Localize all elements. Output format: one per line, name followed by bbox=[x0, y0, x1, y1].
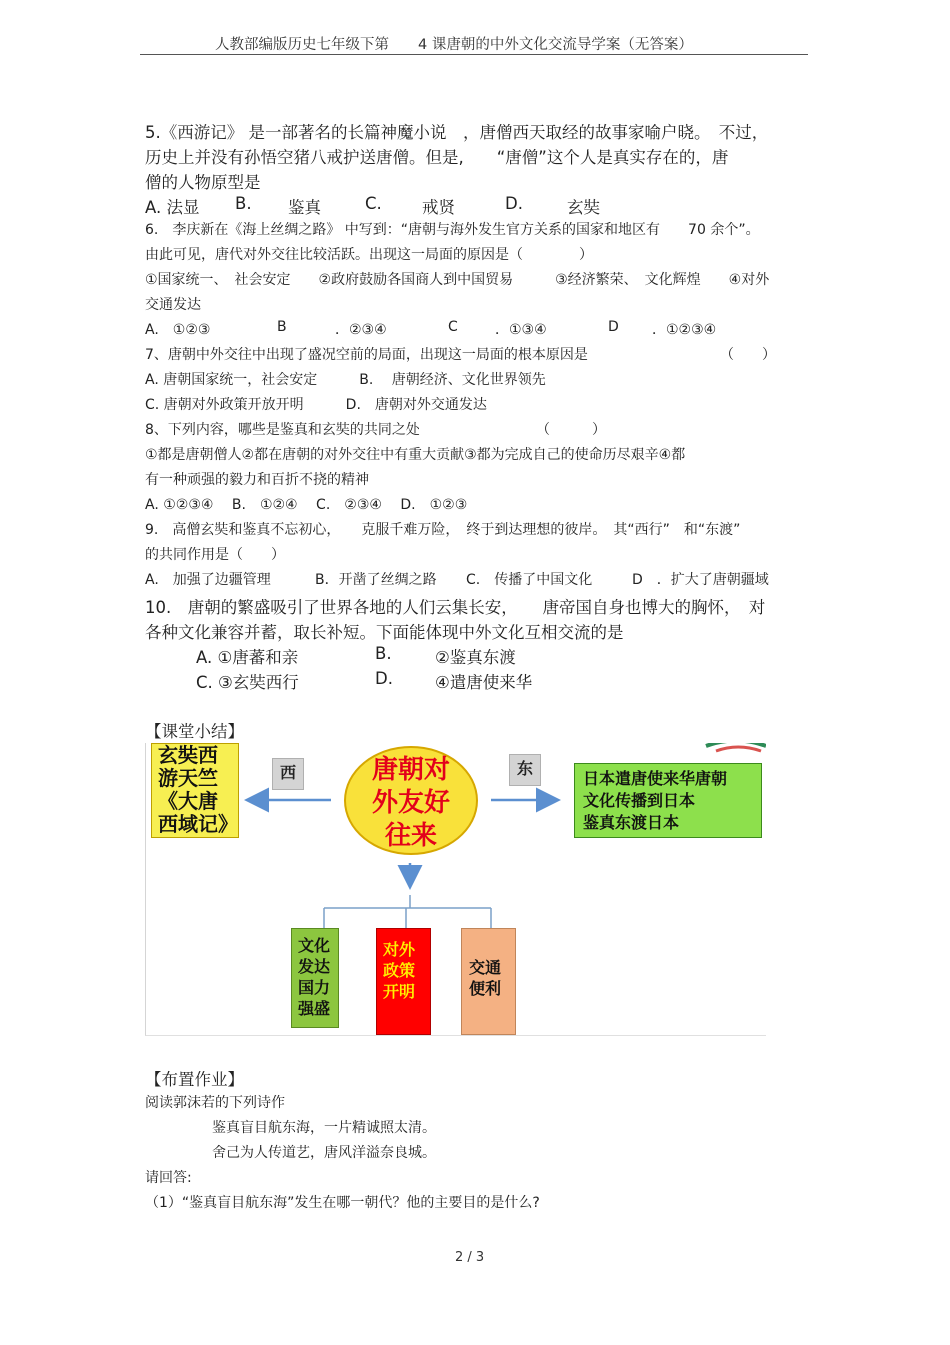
q6-option-c-letter: C bbox=[448, 319, 458, 335]
summary-diagram bbox=[145, 743, 766, 1036]
q7-line1: 7、唐朝中外交往中出现了盛况空前的局面，出现这一局面的根本原因是 bbox=[145, 347, 588, 363]
xuanzang-box: 玄奘西 游天竺 《大唐 西域记》 bbox=[151, 743, 239, 838]
q6-option-b-letter: B bbox=[277, 319, 287, 335]
poem-line2: 舍己为人传道艺，唐风洋溢奈良城。 bbox=[212, 1145, 436, 1161]
q8-line3: 有一种顽强的毅力和百折不挠的精神 bbox=[145, 472, 369, 488]
q6-option-a: A. ①②③ bbox=[145, 322, 211, 338]
q9-line1: 9. 高僧玄奘和鉴真不忘初心， 克服千难万险， 终于到达理想的彼岸。 其“西行” 和“东渡” bbox=[145, 522, 741, 538]
q5-option-d: 玄奘 bbox=[567, 198, 600, 217]
q6-option-d-letter: D bbox=[608, 319, 619, 335]
q9-option-d: D ．扩大了唐朝疆域 bbox=[632, 572, 769, 588]
homework-prompt: 请回答: bbox=[145, 1170, 192, 1186]
west-label: 西 bbox=[272, 758, 304, 790]
q10-line2: 各种文化兼容并蓄，取长补短。下面能体现中外文化互相交流的是 bbox=[145, 623, 624, 642]
q10-option-b-letter: B. bbox=[375, 644, 392, 663]
q8-answer-paren: （ ） bbox=[536, 422, 606, 438]
policy-box: 对外 政策 开明 bbox=[376, 928, 431, 1035]
center-circle: 唐朝对 外友好 往来 bbox=[344, 746, 478, 855]
culture-box: 文化 发达 国力 强盛 bbox=[291, 928, 339, 1028]
east-label: 东 bbox=[509, 754, 541, 786]
traffic-box: 交通 便利 bbox=[461, 928, 516, 1035]
homework-heading: 【布置作业】 bbox=[145, 1070, 244, 1089]
q6-option-d: ．①②③④ bbox=[652, 322, 717, 338]
q10-line1: 10. 唐朝的繁盛吸引了世界各地的人们云集长安， 唐帝国自身也博大的胸怀， 对 bbox=[145, 598, 766, 617]
q10-option-a: A. ①唐蕃和亲 bbox=[196, 648, 299, 667]
q10-option-c: C. ③玄奘西行 bbox=[196, 673, 299, 692]
q9-option-a: A. 加强了边疆管理 bbox=[145, 572, 271, 588]
document-header: 人教部编版历史七年级下第 4 课唐朝的中外文化交流导学案（无答案） bbox=[215, 37, 693, 53]
poem-line1: 鉴真盲目航东海，一片精诚照太清。 bbox=[212, 1120, 436, 1136]
q6-line2: 由此可见，唐代对外交往比较活跃。出现这一局面的原因是（ ） bbox=[145, 247, 593, 263]
q9-option-b: B．开凿了丝绸之路 bbox=[315, 572, 437, 588]
q6-line4: 交通发达 bbox=[145, 297, 201, 313]
q6-line3: ①国家统一、 社会安定 ②政府鼓励各国商人到中国贸易 ③经济繁荣、 文化辉煌 ④对外 bbox=[145, 272, 770, 288]
corner-decoration-red bbox=[716, 747, 761, 751]
q8-options: A. ①②③④ B. ①②④ C. ②③④ D. ①②③ bbox=[145, 497, 468, 513]
q7-options-cd: C. 唐朝对外政策开放开明 D. 唐朝对外交通发达 bbox=[145, 397, 487, 413]
header-rule bbox=[140, 54, 808, 55]
homework-question1: （1）“鉴真盲目航东海”发生在哪一朝代？他的主要目的是什么? bbox=[145, 1195, 540, 1211]
q5-option-c: 戒贤 bbox=[422, 198, 455, 217]
q8-line2: ①都是唐朝僧人②都在唐朝的对外交往中有重大贡献③都为完成自己的使命历尽艰辛④都 bbox=[145, 447, 686, 463]
q10-option-d: ④遣唐使来华 bbox=[435, 673, 533, 692]
summary-heading: 【课堂小结】 bbox=[145, 722, 244, 741]
q6-option-b: ．②③④ bbox=[335, 322, 387, 338]
homework-intro: 阅读郭沫若的下列诗作 bbox=[145, 1095, 285, 1111]
q5-line1: 5.《西游记》 是一部著名的长篇神魔小说 ，唐僧西天取经的故事家喻户晓。 不过， bbox=[145, 123, 769, 142]
q10-option-d-letter: D. bbox=[375, 669, 393, 688]
q6-option-c: ．①③④ bbox=[495, 322, 547, 338]
q5-option-a: A. 法显 bbox=[145, 198, 200, 217]
q7-options-ab: A. 唐朝国家统一，社会安定 B. 唐朝经济、文化世界领先 bbox=[145, 372, 546, 388]
q8-line1: 8、下列内容，哪些是鉴真和玄奘的共同之处 bbox=[145, 422, 420, 438]
q5-option-c-letter: C. bbox=[365, 194, 382, 213]
q9-line2: 的共同作用是（ ） bbox=[145, 547, 285, 563]
q5-line2: 历史上并没有孙悟空猪八戒护送唐僧。但是, “唐僧”这个人是真实存在的，唐 bbox=[145, 148, 729, 167]
japan-box: 日本遣唐使来华唐朝 文化传播到日本 鉴真东渡日本 bbox=[574, 763, 762, 838]
q9-option-c: C. 传播了中国文化 bbox=[466, 572, 593, 588]
q5-option-b: 鉴真 bbox=[288, 198, 321, 217]
q10-option-b: ②鉴真东渡 bbox=[435, 648, 516, 667]
q7-answer-paren: （ ） bbox=[720, 347, 776, 363]
q5-option-d-letter: D. bbox=[505, 194, 523, 213]
q5-option-b-letter: B. bbox=[235, 194, 252, 213]
q5-line3: 僧的人物原型是 bbox=[145, 173, 261, 192]
q6-line1: 6. 李庆新在《海上丝绸之路》 中写到：“唐朝与海外发生官方关系的国家和地区有 70 余个”。 bbox=[145, 222, 760, 238]
page-number: 2 / 3 bbox=[455, 1250, 485, 1265]
